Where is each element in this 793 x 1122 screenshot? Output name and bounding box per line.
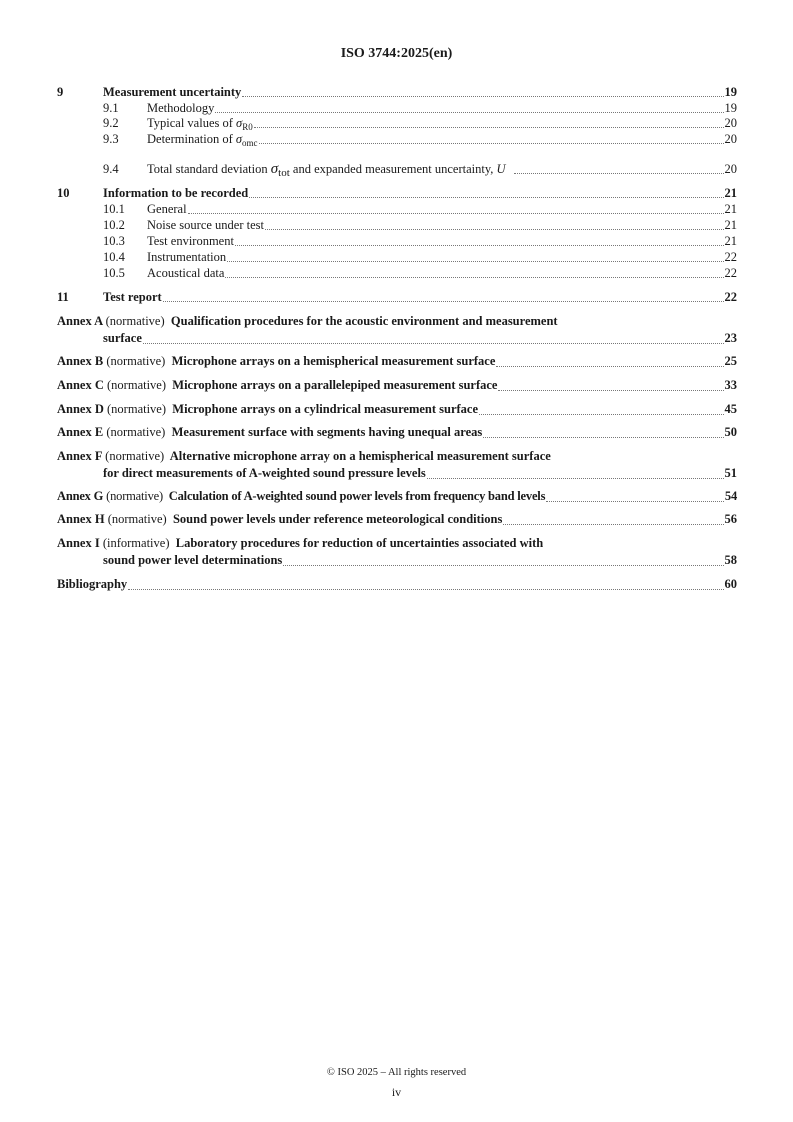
dot-leader: [235, 245, 724, 246]
toc-page: 54: [724, 489, 737, 503]
dot-leader: [215, 112, 723, 113]
annex-label: Annex B: [57, 354, 104, 368]
toc-page: 56: [724, 512, 737, 526]
dot-leader: [265, 229, 724, 230]
toc-entry-9[interactable]: [57, 85, 737, 100]
dot-leader: [479, 414, 723, 415]
toc-title: General: [147, 202, 187, 216]
toc-page: 50: [724, 425, 737, 439]
toc-page: 23: [724, 331, 737, 345]
annex-label: Annex G: [57, 489, 104, 503]
title-text: Total standard deviation: [147, 162, 271, 176]
annex-title-cont: sound power level determinations: [103, 553, 283, 567]
dot-leader: [249, 197, 723, 198]
toc-number: 9.2: [103, 116, 119, 130]
toc-page: 22: [724, 266, 737, 280]
annex-type: (normative): [107, 402, 167, 416]
annex-label: Annex E: [57, 425, 104, 439]
title-text: Typical values of: [147, 116, 237, 130]
toc-number: 9.4: [103, 162, 119, 176]
dot-leader: [283, 565, 723, 566]
toc-number: 10.1: [103, 202, 125, 216]
toc-entry-10-5[interactable]: [57, 266, 737, 281]
dot-leader: [546, 501, 724, 502]
toc-annex-d[interactable]: [57, 401, 737, 418]
dot-leader: [163, 301, 724, 302]
annex-label: Annex F: [57, 449, 103, 463]
toc-page: 21: [724, 218, 737, 232]
toc-title: [147, 132, 258, 147]
dot-leader: [227, 261, 723, 262]
annex-title: Microphone arrays on a cylindrical measurement surface: [172, 402, 479, 416]
annex-type: (normative): [107, 378, 167, 392]
footer-copyright: © ISO 2025 – All rights reserved: [326, 1067, 467, 1078]
dot-leader: [188, 213, 724, 214]
toc-title: Test report: [103, 290, 162, 304]
toc-number: 9.3: [103, 132, 119, 146]
annex-title: Qualification procedures for the acoustic environment and measurement: [170, 314, 558, 328]
toc-page: 60: [724, 577, 737, 591]
subscript: R0: [242, 122, 253, 132]
toc-page: 22: [724, 290, 737, 304]
annex-type: (normative): [105, 314, 165, 328]
annex-label: Annex A: [57, 314, 103, 328]
toc-annex-a[interactable]: [57, 313, 737, 347]
footer-page-number: iv: [391, 1085, 402, 1099]
annex-type: (normative): [106, 489, 163, 503]
dot-leader: [503, 524, 723, 525]
annex-label: Annex C: [57, 378, 104, 392]
toc-number: 9.1: [103, 101, 119, 115]
toc-page: 21: [724, 202, 737, 216]
toc-title: Information to be recorded: [103, 186, 249, 200]
annex-title: Microphone arrays on a hemispherical measurement surface: [171, 354, 496, 368]
toc-title: Instrumentation: [147, 250, 227, 264]
toc-title: Methodology: [147, 101, 215, 115]
toc-number: 10: [57, 186, 70, 200]
toc-annex-b[interactable]: [57, 353, 737, 370]
sigma-symbol: σ: [270, 161, 279, 177]
toc-page: 51: [724, 466, 737, 480]
toc-page: 20: [724, 162, 737, 176]
dot-leader: [259, 143, 724, 144]
toc-number: 10.4: [103, 250, 125, 264]
toc-entry-9-2[interactable]: [57, 116, 737, 131]
dot-leader: [496, 366, 723, 367]
toc-title: [147, 116, 253, 131]
toc-title: Acoustical data: [147, 266, 225, 280]
subscript: tot: [278, 167, 290, 179]
toc-page: 20: [724, 132, 737, 146]
toc-page: 45: [724, 402, 737, 416]
toc-page: 20: [724, 116, 737, 130]
toc-entry-11[interactable]: [57, 290, 737, 305]
dot-leader: [514, 173, 724, 174]
toc-number: 9: [57, 85, 64, 99]
annex-type: (normative): [106, 354, 166, 368]
title-text: Determination of: [147, 132, 236, 146]
annex-type: (normative): [107, 512, 167, 526]
annex-title: Microphone arrays on a parallelepiped measurement surface: [172, 378, 498, 392]
dot-leader: [498, 390, 723, 391]
toc-number: 11: [57, 290, 69, 304]
toc-entry-10-2[interactable]: [57, 218, 737, 233]
toc-page: 25: [724, 354, 737, 368]
toc-page: 21: [724, 234, 737, 248]
u-symbol: U: [496, 162, 506, 176]
toc-page: 22: [724, 250, 737, 264]
toc-title: Noise source under test: [147, 218, 264, 232]
toc-page: 58: [724, 553, 737, 567]
toc-entry-9-3[interactable]: [57, 132, 737, 147]
annex-label: Annex H: [57, 512, 105, 526]
toc-annex-i[interactable]: [57, 535, 737, 569]
bibliography-title: Bibliography: [57, 577, 128, 591]
annex-title-cont: for direct measurements of A-weighted sound pressure levels: [103, 466, 426, 480]
toc-annex-c[interactable]: [57, 377, 737, 394]
annex-type: (normative): [106, 425, 166, 439]
toc-entry-10[interactable]: [57, 186, 737, 201]
annex-title-cont: surface: [103, 331, 142, 345]
annex-title: Laboratory procedures for reduction of uncertainties associated with: [175, 536, 544, 550]
toc-page: 19: [724, 101, 737, 115]
annex-title: Sound power levels under reference meteorological conditions: [172, 512, 503, 526]
sigma-symbol: σ: [236, 116, 243, 130]
toc-annex-h[interactable]: [57, 511, 737, 528]
toc-page: 19: [724, 85, 737, 99]
toc-title: [147, 162, 506, 177]
dot-leader: [254, 127, 724, 128]
toc-entry-10-1[interactable]: [57, 202, 737, 217]
dot-leader: [427, 478, 724, 479]
toc-entry-9-4[interactable]: [57, 162, 737, 177]
sigma-symbol: σ: [235, 132, 243, 146]
dot-leader: [225, 277, 723, 278]
toc-page: 21: [724, 186, 737, 200]
title-text: and expanded measurement uncertainty,: [289, 162, 497, 176]
toc-number: 10.3: [103, 234, 125, 248]
toc-annex-f[interactable]: [57, 448, 737, 482]
annex-type: (informative): [102, 536, 170, 550]
toc-number: 10.2: [103, 218, 125, 232]
subscript: omc: [242, 138, 258, 148]
annex-title: Alternative microphone array on a hemispherical measurement surface: [169, 449, 551, 463]
dot-leader: [483, 437, 723, 438]
document-header: ISO 3744:2025(en): [340, 46, 453, 61]
toc-entry-9-1[interactable]: [57, 101, 737, 116]
toc-title: Test environment: [147, 234, 234, 248]
dot-leader: [143, 343, 724, 344]
annex-title: Calculation of A-weighted sound power levels from frequency band levels: [168, 489, 546, 503]
toc-annex-g[interactable]: [57, 488, 737, 505]
toc-bibliography[interactable]: [57, 576, 737, 593]
dot-leader: [242, 96, 723, 97]
annex-label: Annex I: [57, 536, 100, 550]
toc-entry-10-3[interactable]: [57, 234, 737, 249]
toc-annex-e[interactable]: [57, 424, 737, 441]
toc-entry-10-4[interactable]: [57, 250, 737, 265]
toc-title: Measurement uncertainty: [103, 85, 242, 99]
toc-page: 33: [724, 378, 737, 392]
dot-leader: [128, 589, 723, 590]
annex-label: Annex D: [57, 402, 104, 416]
toc-number: 10.5: [103, 266, 125, 280]
annex-title: Measurement surface with segments having unequal areas: [171, 425, 483, 439]
annex-type: (normative): [105, 449, 165, 463]
